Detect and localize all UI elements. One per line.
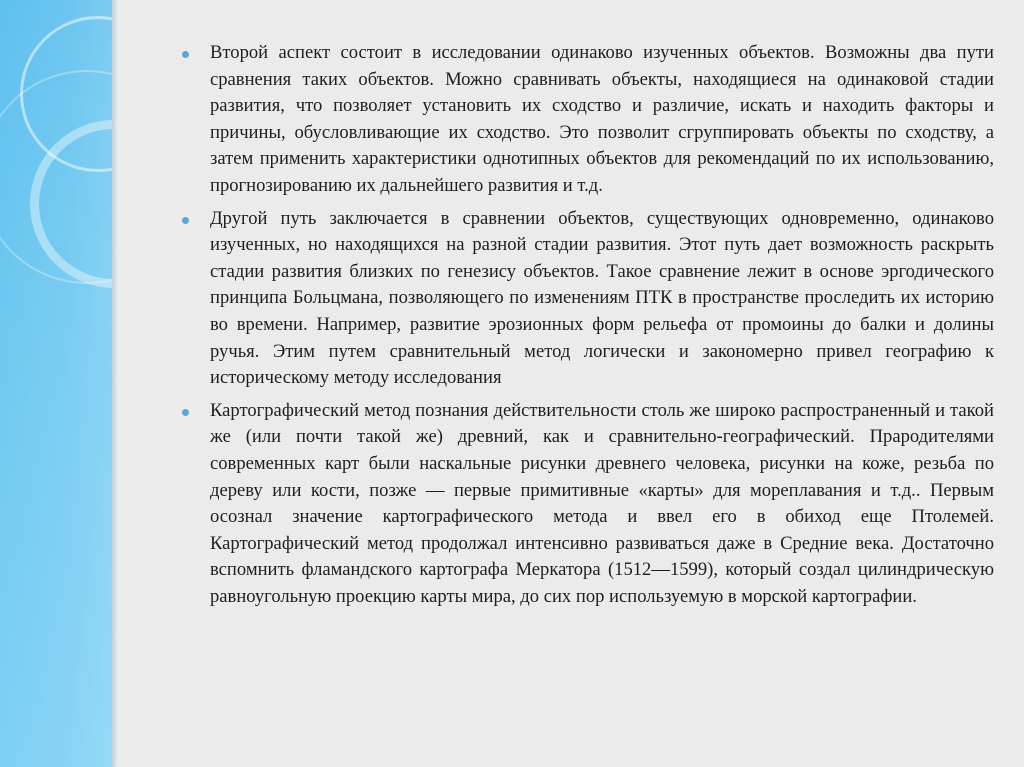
bullet-dot-icon: [182, 217, 189, 224]
panel-shine: [0, 0, 112, 767]
bullet-item: [180, 40, 994, 200]
slide-content: [180, 40, 994, 616]
bullet-text: Картографический метод познания действительности столь же широко распространенный и такой же (или почти такой же) древний, как и сравнительно-географический. Прародителями современных карт были наскальные рисунки древнего человека, рисунки на коже, резьба по дереву или кости, позже — первые примитивные «карты» для мореплавания и т.д.. Первым осознал значение картографического метода и ввел его в обиход еще Птолемей. Картографический метод продолжал интенсивно развиваться даже в Средние века. Достаточно вспомнить фламандского картографа Меркатора (1512—1599), который создал цилиндрическую равноугольную проекцию карты мира, до сих пор используемую в морской картографии.: [210, 399, 994, 607]
panel-edge-shadow: [112, 0, 118, 767]
bullet-text: Другой путь заключается в сравнении объектов, существующих одновременно, одинаково изученных, но находящихся на разной стадии развития. Этот путь дает возможность раскрыть стадии развития близких по генезису объектов. Такое сравнение лежит в основе эргодического принципа Больцмана, позволяющего по изменениям ПТК в пространстве проследить их историю во времени. Например, развитие эрозионных форм рельефа от промоины до балки и долины ручья. Этим путем сравнительный метод логически и закономерно привел географию к историческому методу исследования: [210, 207, 994, 389]
bullet-dot-icon: [182, 409, 189, 416]
bullet-dot-icon: [182, 51, 189, 58]
decorative-side-panel: [0, 0, 112, 767]
bullet-text: Второй аспект состоит в исследовании одинаково изученных объектов. Возможны два пути сравнения таких объектов. Можно сравнивать объекты, находящиеся на одинаковой стадии развития, что позволяет установить их сходство и различие, искать и находить факторы и причины, обусловливающие их сходство. Это позволит сгруппировать объекты по сходству, а затем применить характеристики однотипных объектов для рекомендаций по их использованию, прогнозированию их дальнейшего развития и т.д.: [210, 42, 994, 196]
bullet-item: [180, 398, 994, 611]
bullet-item: [180, 206, 994, 392]
